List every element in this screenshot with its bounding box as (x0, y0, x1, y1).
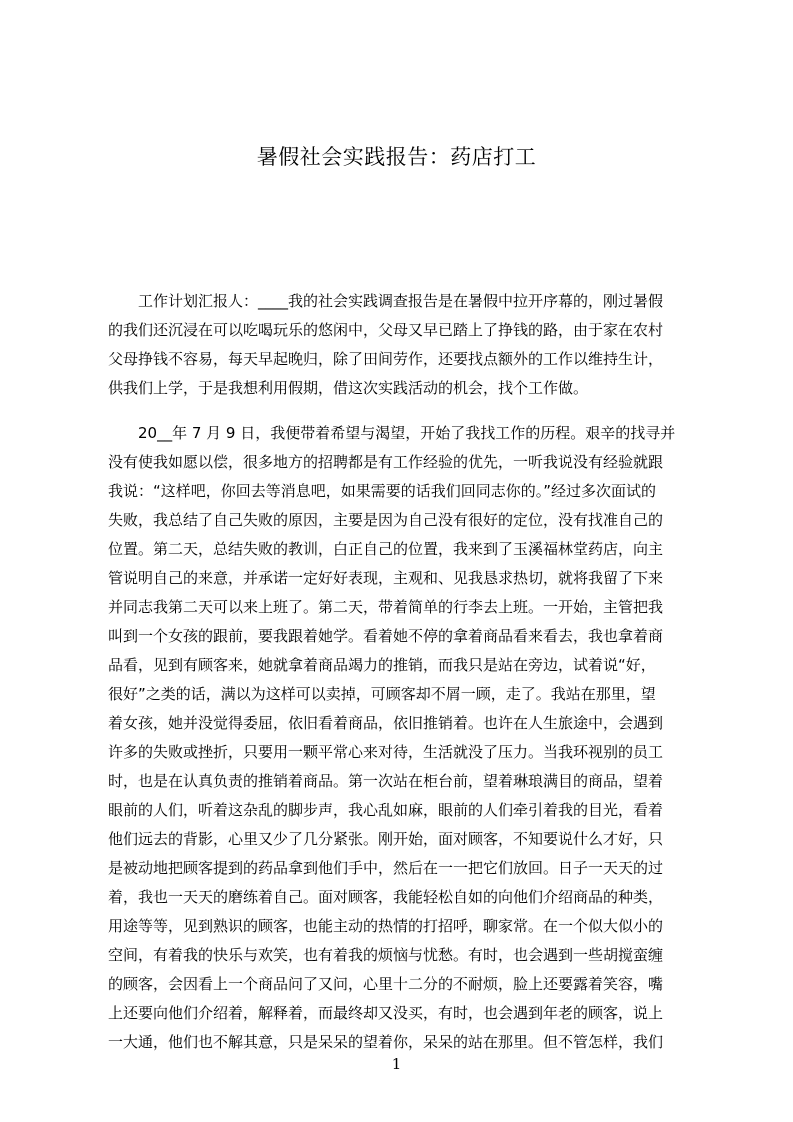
text-line: 很好”之类的话，满以为这样可以卖掉，可顾客却不屑一顾，走了。我站在那里，望 (108, 685, 656, 703)
text-line: 失败，我总结了自己失败的原因，主要是因为自己没有很好的定位，没有找准自己的 (108, 511, 664, 529)
document-title: 暑假社会实践报告：药店打工 (256, 145, 537, 169)
text-line: 用途等等，见到熟识的顾客，也能主动的热情的打招呼，聊家常。在一个似大似小的 (108, 917, 664, 935)
text-line: 我说：“这样吧，你回去等消息吧，如果需要的话我们回同志你的。”经过多次面试的 (108, 482, 657, 500)
text-line: 品看，见到有顾客来，她就拿着商品竭力的推销，而我只是站在旁边，试着说“好， (108, 656, 656, 674)
text-line: 的顾客，会因看上一个商品问了又问，心里十二分的不耐烦，脸上还要露着笑容，嘴 (108, 975, 664, 993)
text-line: 一大通，他们也不解其意，只是呆呆的望着你，呆呆的站在那里。但不管怎样，我们 (108, 1033, 664, 1051)
text-line: 空间，有着我的快乐与欢笑，也有着我的烦恼与忧愁。有时，也会遇到一些胡搅蛮缠 (108, 946, 664, 964)
text-line: 是被动地把顾客提到的药品拿到他们手中，然后在一一把它们放回。日子一天天的过 (108, 859, 664, 877)
text-line: 许多的失败或挫折，只要用一颗平常心来对待，生活就没了压力。当我环视别的员工 (108, 743, 664, 761)
text-line: 上还要向他们介绍着，解释着，而最终却又没买，有时，也会遇到年老的顾客，说上 (108, 1004, 664, 1022)
text-line: 眼前的人们，听着这杂乱的脚步声，我心乱如麻，眼前的人们牵引着我的目光，看着 (108, 801, 664, 819)
text-line: 他们远去的背影，心里又少了几分紧张。刚开始，面对顾客，不知要说什么才好，只 (108, 830, 664, 848)
text-line: 着女孩，她并没觉得委屈，依旧看着商品，依旧推销着。也许在人生旅途中，会遇到 (108, 714, 664, 732)
text-line: 叫到一个女孩的跟前，要我跟着她学。看着她不停的拿着商品看来看去，我也拿着商 (108, 627, 664, 645)
paragraph-2 (108, 419, 698, 1057)
text-line: 父母挣钱不容易，每天早起晚归，除了田间劳作，还要找点额外的工作以维持生计， (108, 350, 664, 368)
text-line: 着，我也一天天的磨练着自己。面对顾客，我能轻松自如的向他们介绍商品的种类， (108, 888, 664, 906)
text-line: 20__年 7 月 9 日，我便带着希望与渴望，开始了我找工作的历程。艰辛的找寻并 (108, 424, 676, 442)
text-line: 没有使我如愿以偿，很多地方的招聘都是有工作经验的优先，一听我说没有经验就跟 (108, 453, 664, 471)
page-number: 1 (391, 1055, 402, 1073)
text-line: 工作计划汇报人：____我的社会实践调查报告是在暑假中拉开序幕的，刚过暑假 (108, 292, 664, 310)
paragraph-1 (108, 287, 698, 403)
text-line: 并同志我第二天可以来上班了。第二天，带着简单的行李去上班。一开始，主管把我 (108, 598, 664, 616)
text-line: 时，也是在认真负责的推销着商品。第一次站在柜台前，望着琳琅满目的商品，望着 (108, 772, 664, 790)
text-line: 供我们上学，于是我想利用假期，借这次实践活动的机会，找个工作做。 (108, 379, 589, 397)
text-line: 的我们还沉浸在可以吃喝玩乐的悠闲中，父母又早已踏上了挣钱的路，由于家在农村 (108, 321, 664, 339)
text-line: 管说明自己的来意，并承诺一定好好表现，主观和、见我恳求热切，就将我留了下来 (108, 569, 664, 587)
text-line: 位置。第二天，总结失败的教训，白正自己的位置，我来到了玉溪福林堂药店，向主 (108, 540, 664, 558)
